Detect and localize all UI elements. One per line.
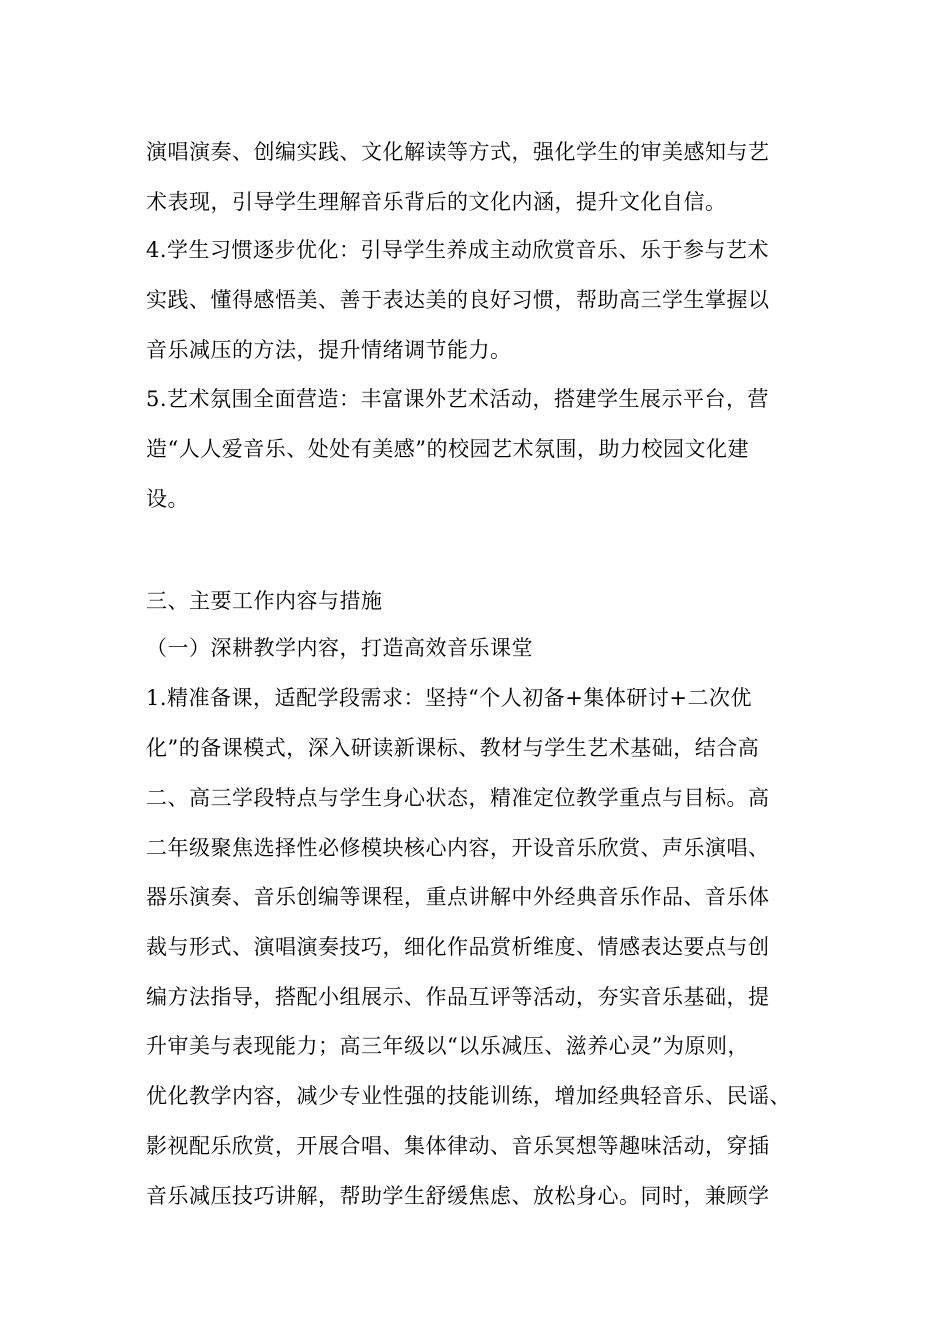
text-line: 裁与形式、演唱演奏技巧，细化作品赏析维度、情感表达要点与创 — [146, 935, 770, 959]
text-line: 音乐减压的方法，提升情绪调节能力。 — [146, 338, 512, 362]
text-line: 术表现，引导学生理解音乐背后的文化内涵，提升文化自信。 — [146, 190, 727, 214]
text-line: 音乐减压技巧讲解，帮助学生舒缓焦虑、放松身心。同时，兼顾学 — [146, 1184, 770, 1208]
text-line: 化”的备课模式，深入研读新课标、教材与学生艺术基础，结合高 — [146, 736, 760, 760]
text-line: 4.学生习惯逐步优化：引导学生养成主动欣赏音乐、乐于参与艺术 — [146, 238, 770, 262]
text-line: 器乐演奏、音乐创编等课程，重点讲解中外经典音乐作品、音乐体 — [146, 885, 770, 909]
text-line: 1.精准备课，适配学段需求：坚持“个人初备+集体研讨+二次优 — [146, 686, 752, 710]
text-line: 演唱演奏、创编实践、文化解读等方式，强化学生的审美感知与艺 — [146, 140, 770, 164]
text-line: 造“人人爱音乐、处处有美感”的校园艺术氛围，助力校园文化建 — [146, 437, 749, 461]
text-line: 二年级聚焦选择性必修模块核心内容，开设音乐欣赏、声乐演唱、 — [146, 836, 770, 860]
text-line: 编方法指导，搭配小组展示、作品互评等活动，夯实音乐基础，提 — [146, 985, 770, 1009]
text-line: 升审美与表现能力；高三年级以“以乐减压、滋养心灵”为原则， — [146, 1034, 749, 1058]
text-line: 二、高三学段特点与学生身心状态，精准定位教学重点与目标。高 — [146, 786, 770, 810]
text-line: 5.艺术氛围全面营造：丰富课外艺术活动，搭建学生展示平台，营 — [146, 387, 770, 411]
text-line: 影视配乐欣赏，开展合唱、集体律动、音乐冥想等趣味活动，穿插 — [146, 1134, 770, 1158]
subsection-heading: （一）深耕教学内容，打造高效音乐课堂 — [146, 636, 533, 660]
section-heading: 三、主要工作内容与措施 — [146, 589, 383, 613]
text-line: 优化教学内容，减少专业性强的技能训练，增加经典轻音乐、民谣、 — [146, 1084, 791, 1108]
text-line: 实践、懂得感悟美、善于表达美的良好习惯，帮助高三学生掌握以 — [146, 288, 770, 312]
text-line: 设。 — [146, 487, 189, 511]
